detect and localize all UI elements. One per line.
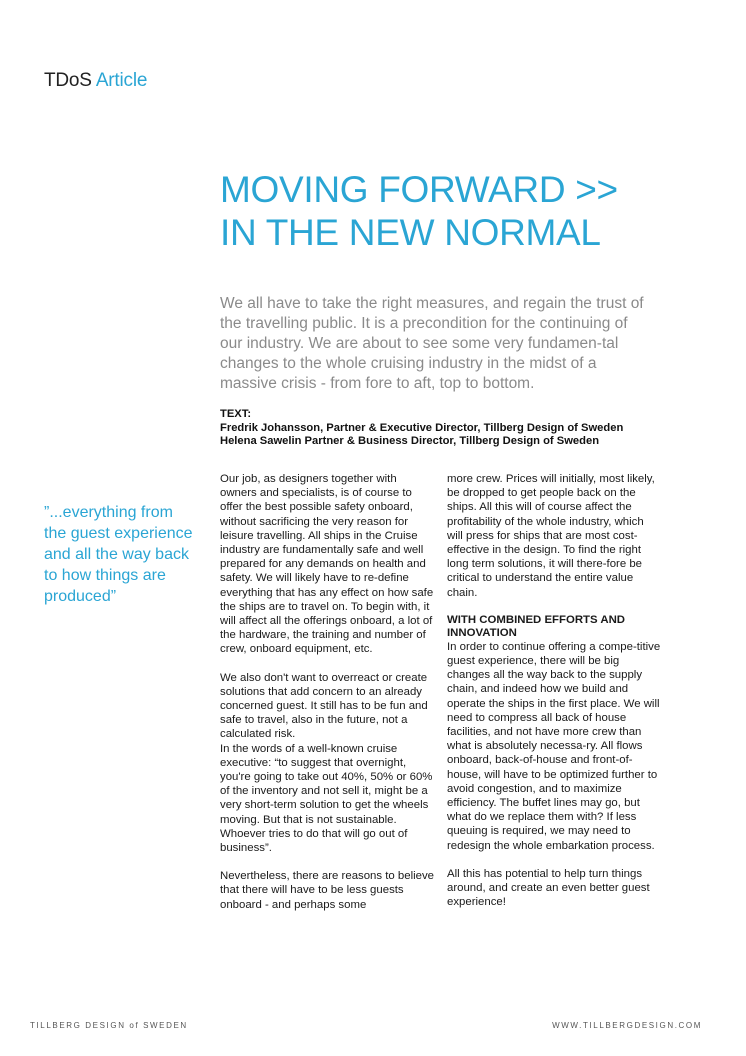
title-line-1: MOVING FORWARD >> (220, 169, 618, 210)
credits-author-2: Helena Sawelin Partner & Business Director, Tillberg Design of Sweden (220, 435, 600, 447)
column2-paragraph-3: All this has potential to help turn things around, and create an even better guest experience! (447, 867, 650, 909)
column2-heading: WITH COMBINED EFFORTS AND INNOVATION (447, 613, 626, 639)
article-title (220, 168, 618, 254)
column2-paragraph-2: In order to continue offering a compe-titive guest experience, there will be big changes all the way back to the supply chain, and indeed how we build and operate the ships in the first place. We will need to compress all back of house facilities, and not have more crew than what is absolutely necessa-ry. All flows onboard, back-of-house and front-of-house, will have to be optimized further to avoid congestion, and to maximize efficiency. The buffet lines may go, but what do we replace them with? If less queuing is required, we may need to redesign the whole embarkation process. (447, 640, 661, 852)
footer-website-link[interactable]: WWW.TILLBERGDESIGN.COM (552, 1021, 702, 1030)
body-column-2 (447, 472, 662, 923)
pull-quote: ”...everything from the guest experience and all the way back to how things are produced” (44, 504, 193, 605)
credits-label: TEXT: (220, 408, 252, 420)
footer-company: TILLBERG DESIGN of SWEDEN (30, 1021, 188, 1030)
credits-author-1: Fredrik Johansson, Partner & Executive Director, Tillberg Design of Sweden (220, 421, 624, 434)
article-credits (220, 408, 690, 449)
column1-paragraph-1: Our job, as designers together with owners and specialists, is of course to offer the best possible safety onboard, without sacrificing the very reason for leisure travelling. All ships in the Cruise industry are fundamentally safe and well prepared for any demands on health and safety. We will likely have to re-define everything that has any effect on how safe the ships are to travel on. To begin with, it will affect all the offerings onboard, a lot of the hardware, the training and number of crew, onboard equipment, etc. (220, 473, 434, 656)
column1-paragraph-3: In the words of a well-known cruise executive: “to suggest that overnight, you're going to take out 40%, 50% or 60% of the inventory and not sell it, might be a very short-term solution to get the wheels moving. But that is not sustainable. Whoever tries to do that will go out of business”. (220, 742, 433, 855)
article-intro: We all have to take the right measures, and regain the trust of the travelling public. It is a precondition for the continuing of our industry. We are about to see some very fundamen-tal changes to the whole cruising industry in the midst of a massive crisis - from fore to aft, top to bottom. (220, 295, 644, 392)
body-column-1 (220, 472, 435, 926)
page-header (44, 70, 147, 92)
column1-paragraph-4: Nevertheless, there are reasons to believe that there will have to be less guests onboard - and perhaps some (220, 870, 435, 911)
column1-paragraph-2: We also don't want to overreact or create solutions that add concern to an already concerned guest. It still has to be fun and safe to travel, also in the future, not a calculated risk. (220, 671, 428, 741)
column2-paragraph-1: more crew. Prices will initially, most likely, be dropped to get people back on the ships. All this will of course affect the profitability of the whole industry, which will press for ships that are most cost-effective in the design. To find the right long term solutions, it will there-fore be critical to understand the entire value chain. (447, 473, 655, 599)
header-brand: TDoS (44, 70, 92, 91)
title-line-2: IN THE NEW NORMAL (220, 212, 601, 253)
header-section: Article (95, 70, 148, 91)
